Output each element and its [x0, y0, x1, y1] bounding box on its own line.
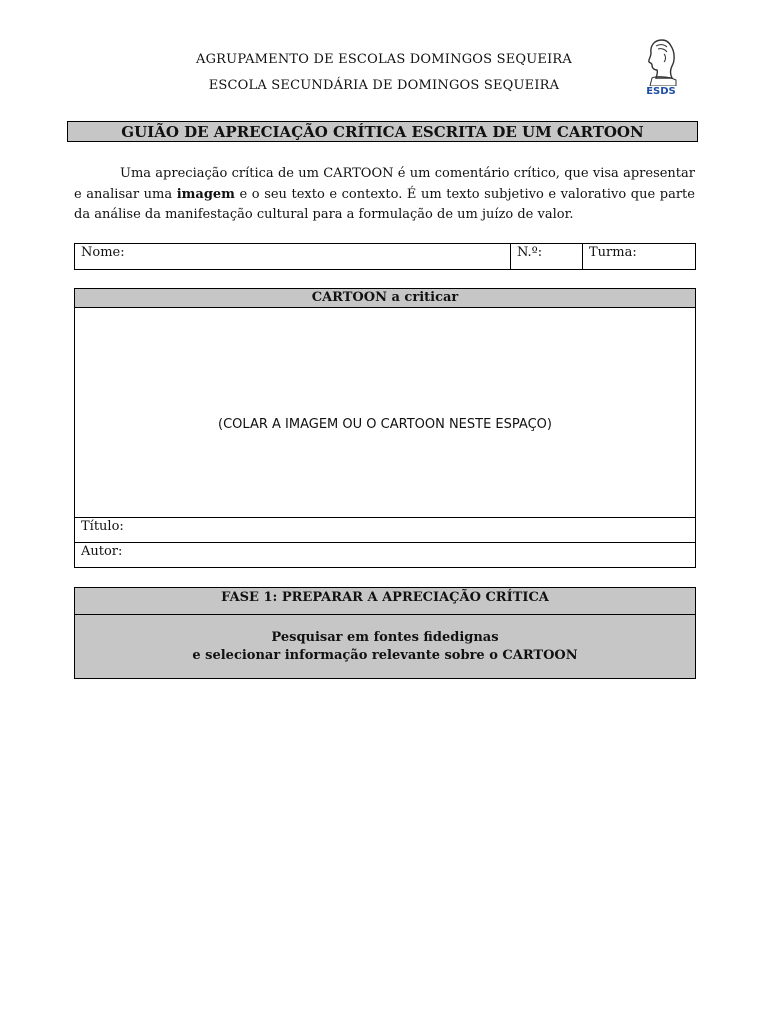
school-logo: [638, 34, 684, 100]
phase1-header: FASE 1: PREPARAR A APRECIAÇÃO CRÍTICA: [75, 588, 695, 615]
name-field[interactable]: Nome:: [75, 244, 511, 270]
phase1-line1: Pesquisar em fontes fidedignas: [271, 630, 499, 645]
document-title: GUIÃO DE APRECIAÇÃO CRÍTICA ESCRITA DE UM CARTOON: [67, 121, 698, 142]
cartoon-author-field[interactable]: Autor:: [81, 544, 123, 559]
phase1-line2: e selecionar informação relevante sobre o CARTOON: [192, 648, 578, 663]
portrait-logo-icon: [638, 34, 684, 86]
cartoon-section: [74, 288, 696, 568]
student-id-table: [74, 243, 696, 270]
class-field[interactable]: Turma:: [583, 244, 696, 270]
logo-text: ESDS: [646, 86, 676, 97]
intro-text-part2: e o seu texto e contexto. É um texto subjetivo e valorativo que parte da análise da manifestação cultural para a formulação de um juízo de valor.: [74, 186, 695, 222]
phase1-body: [75, 615, 695, 665]
intro-paragraph: [74, 164, 695, 226]
school-group-name: AGRUPAMENTO DE ESCOLAS DOMINGOS SEQUEIRA: [196, 52, 572, 67]
school-name: ESCOLA SECUNDÁRIA DE DOMINGOS SEQUEIRA: [208, 78, 560, 93]
cartoon-placeholder-text: (COLAR A IMAGEM OU O CARTOON NESTE ESPAÇO): [218, 417, 552, 432]
cartoon-title-field[interactable]: Título:: [75, 518, 695, 543]
intro-text-part1: Uma apreciação crítica de um CARTOON é um comentário crítico, que visa apresentar e analisar uma: [74, 166, 695, 202]
number-field[interactable]: N.º:: [511, 244, 583, 270]
phase1-section: [74, 587, 696, 679]
intro-bold-word: imagem: [176, 186, 235, 202]
cartoon-image-area[interactable]: [75, 308, 695, 518]
cartoon-section-header: CARTOON a criticar: [75, 289, 695, 308]
